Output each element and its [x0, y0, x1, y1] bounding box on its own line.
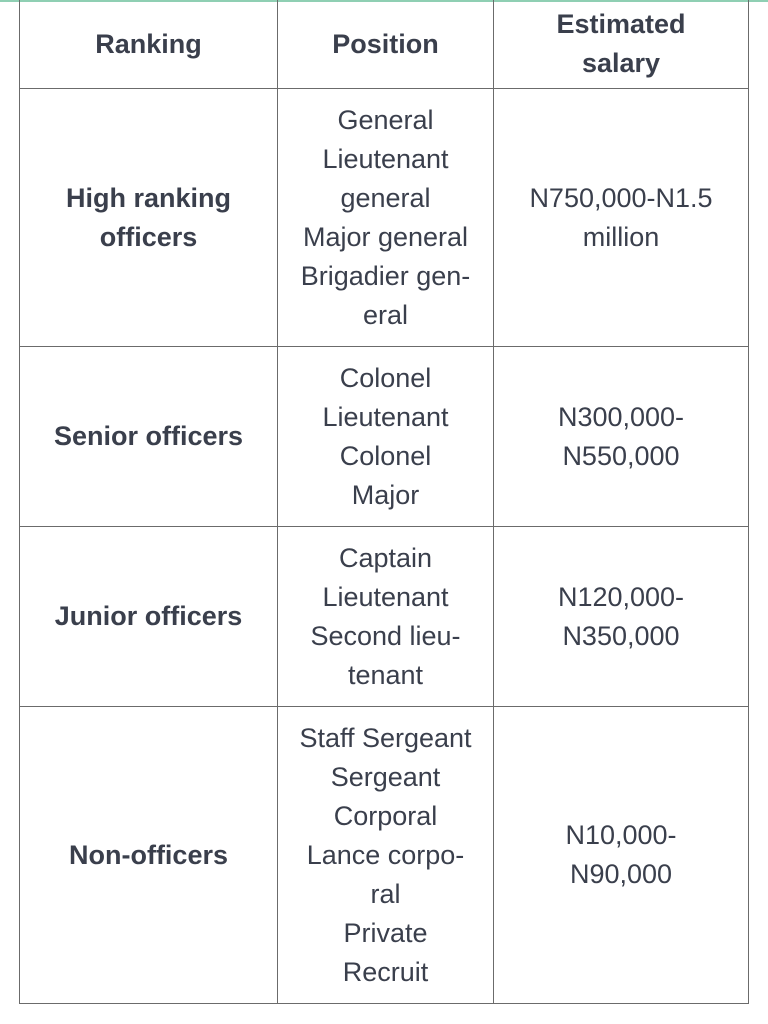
position-line: Recruit	[342, 956, 429, 987]
position-line: Private	[343, 917, 428, 948]
ranking-cell	[20, 707, 278, 1004]
ranking-line: Senior officers	[53, 421, 244, 451]
header-salary-line: Estimated	[556, 9, 686, 39]
position-line: Staff Sergeant	[299, 722, 472, 753]
salary-line: N120,000-	[557, 581, 685, 612]
position-line: General	[337, 104, 434, 135]
ranking-line: High ranking	[65, 182, 231, 213]
salary-line: N550,000	[562, 440, 680, 471]
table-row	[20, 707, 749, 1004]
ranking-cell	[20, 89, 278, 347]
position-cell	[278, 527, 494, 707]
header-salary-line: salary	[581, 48, 661, 78]
position-cell	[278, 347, 494, 527]
header-estimated-salary	[494, 0, 749, 89]
salary-line: N10,000-	[565, 820, 677, 850]
position-line: Captain	[338, 542, 433, 573]
position-line: Lieutenant	[322, 581, 449, 612]
ranking-line: Non-officers	[68, 839, 228, 870]
table-header-row	[20, 0, 749, 89]
header-position: Position	[278, 0, 494, 89]
ranking-cell	[20, 347, 278, 527]
salary-line: N90,000	[569, 859, 673, 889]
position-cell	[278, 707, 494, 1004]
table-row	[20, 527, 749, 707]
position-cell	[278, 89, 494, 347]
table-row	[20, 89, 749, 347]
position-line: tenant	[347, 659, 424, 690]
position-line: Lieutenant	[322, 401, 449, 432]
table-row	[20, 347, 749, 527]
ranking-line: officers	[99, 221, 198, 252]
position-line: Colonel	[339, 362, 432, 393]
position-line: ral	[370, 878, 401, 909]
position-line: eral	[362, 299, 409, 330]
position-line: Brigadier gen-	[300, 260, 471, 291]
header-ranking: Ranking	[20, 0, 278, 89]
position-line: Corporal	[333, 800, 438, 831]
salary-line: N750,000-N1.5	[529, 182, 713, 213]
salary-cell	[494, 347, 749, 527]
salary-line: N300,000-	[557, 401, 685, 432]
position-line: Colonel	[339, 440, 432, 471]
position-line: Lieutenant	[322, 143, 449, 174]
salary-cell	[494, 89, 749, 347]
salary-table	[19, 0, 749, 1004]
position-line: general	[340, 182, 431, 213]
ranking-cell	[20, 527, 278, 707]
position-line: Major	[351, 479, 420, 510]
salary-cell	[494, 527, 749, 707]
position-line: Major general	[302, 221, 469, 252]
ranking-line: Junior officers	[54, 601, 243, 631]
position-line: Lance corpo-	[306, 839, 465, 870]
position-line: Sergeant	[330, 761, 441, 792]
position-line: Second lieu-	[310, 620, 461, 651]
salary-cell	[494, 707, 749, 1004]
salary-line: N350,000	[562, 620, 680, 651]
salary-line: million	[582, 221, 660, 252]
